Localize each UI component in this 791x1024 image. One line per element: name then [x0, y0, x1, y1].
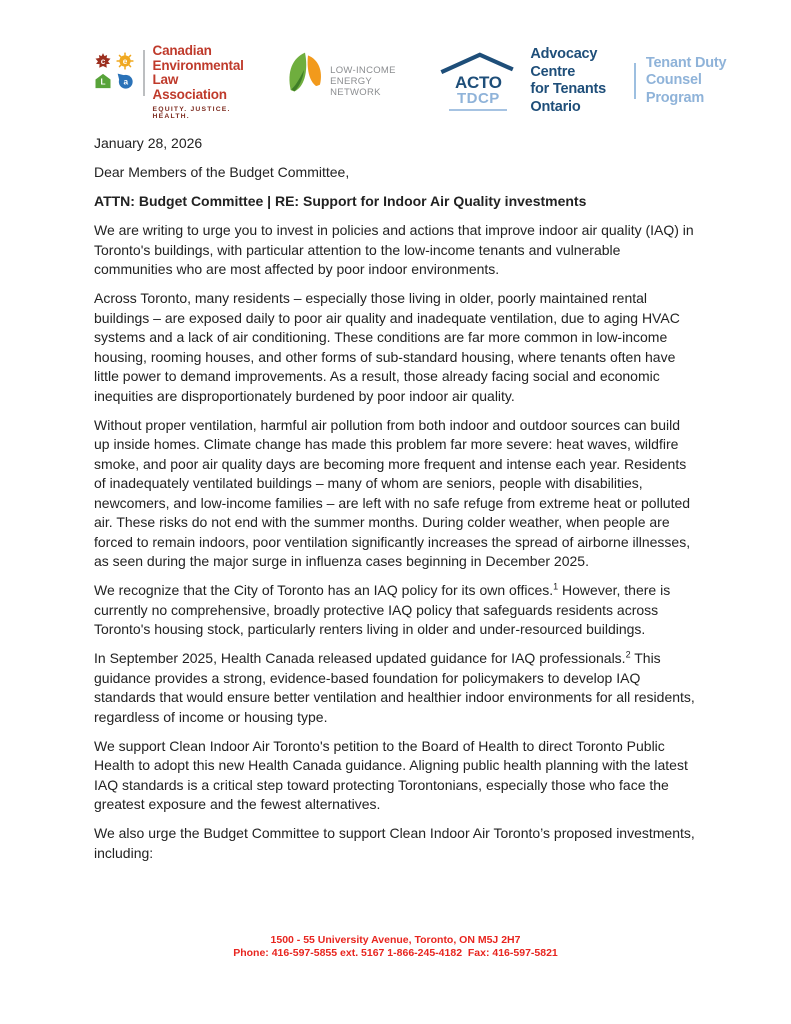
footnote-ref-1: 1	[553, 581, 559, 592]
tdcp-acronym: TDCP	[456, 89, 500, 107]
roof-icon	[436, 52, 520, 74]
acto-mark	[436, 52, 520, 111]
sun-icon	[116, 52, 134, 70]
cela-text	[153, 44, 245, 120]
house-icon	[94, 72, 112, 90]
cela-tile-grid	[94, 52, 134, 90]
footnote-ref-2: 2	[625, 649, 631, 660]
subject-line: ATTN: Budget Committee | RE: Support for Indoor Air Quality investments	[94, 193, 587, 209]
paragraph-6: We support Clean Indoor Air Toronto's petition to the Board of Health to direct Toronto Public Health to adopt this new Health Canada guidance. Aligning public health planning with the latest IAQ standards is a critical step toward protecting Torontonians, especially those who face the greatest exposure and the fewest alternatives.	[94, 737, 688, 812]
acto-program-line: Tenant Duty	[645, 54, 727, 71]
maple-leaf-icon	[94, 52, 112, 70]
logo-bar	[94, 44, 731, 120]
letter-footer	[0, 934, 791, 959]
paragraph-5: In September 2025, Health Canada released updated guidance for IAQ professionals.$^2$ This guidance provides a strong, evidence-based foundation for policymakers to develop IAQ standards that would ensure better ventilation and healthier indoor environments for all residents, regardless of income or housing type.	[94, 649, 695, 725]
acto-org-line: Advocacy Centre	[530, 46, 598, 80]
acto-acronym: ACTO	[455, 72, 502, 92]
water-drop-icon	[116, 72, 134, 90]
svg-text:a: a	[123, 77, 129, 87]
paragraph-7: We also urge the Budget Committee to support Clean Indoor Air Toronto’s proposed investments, including:	[94, 825, 695, 861]
cela-name-line: Canadian	[152, 43, 212, 58]
footer-phone-fax: Phone: 416-597-5855 ext. 5167 1-866-245-4182 Fax: 416-597-5821	[233, 946, 558, 959]
lien-name	[330, 65, 406, 98]
letter-body	[94, 134, 698, 873]
acto-program-line: Counsel Program	[645, 72, 705, 106]
svg-text:c: c	[100, 56, 106, 66]
acto-program-name	[646, 55, 731, 108]
cela-tagline: EQUITY. JUSTICE. HEALTH.	[152, 106, 231, 120]
svg-text:e: e	[122, 56, 128, 66]
lien-name-line: LOW-INCOME	[330, 65, 396, 76]
svg-text:L: L	[100, 77, 106, 87]
lien-logo	[286, 44, 406, 100]
acto-underline	[449, 109, 507, 111]
cela-logo	[94, 44, 244, 120]
salutation: Dear Members of the Budget Committee,	[94, 164, 350, 180]
acto-org-line: for Tenants Ontario	[530, 81, 607, 115]
lien-name-line: ENERGY NETWORK	[330, 76, 381, 98]
cela-name-line: Association	[152, 86, 227, 102]
cela-divider	[143, 50, 145, 96]
paragraph-2: Across Toronto, many residents – especially those living in older, poorly maintained rental buildings – are exposed daily to poor air quality and inadequate ventilation, due to aging HVAC systems and a lack of air conditioning. These conditions are far more common in low-income housing, rooming houses, and other forms of sub-standard housing, where tenants often have little power to demand improvements. As a result, those already facing social and economic inequities are disproportionately burdened by poor indoor air quality.	[94, 290, 680, 404]
leaf-pair-icon	[286, 44, 326, 100]
cela-name-line: Environmental Law	[152, 57, 244, 87]
paragraph-4: We recognize that the City of Toronto has an IAQ policy for its own offices.$^1$ However, there is currently no comprehensive, broadly protective IAQ policy that safeguards residents across Toronto's housing stock, particularly renters living in older and under-resourced buildings.	[94, 581, 671, 637]
paragraph-1: We are writing to urge you to invest in policies and actions that improve indoor air quality (IAQ) in Toronto's buildings, with particular attention to the low-income tenants and vulnerable communities who are most affected by poor indoor environments.	[94, 222, 694, 277]
footer-address: 1500 - 55 University Avenue, Toronto, ON M5J 2H7	[270, 934, 521, 946]
acto-org-name	[530, 46, 624, 116]
paragraph-3: Without proper ventilation, harmful air pollution from both indoor and outdoor sources can build up inside homes. Climate change has made this problem far more severe: heat waves, wildfire smoke, and poor air quality days are becoming more frequent and intense each year. Residents of inadequately ventilated buildings – many of whom are seniors, people with disabilities, newcomers, and low-income families – are left with no safe refuge from extreme heat or polluted air. These risks do not end with the summer months. During colder weather, when people are forced to remain indoors, poor ventilation significantly increases the spread of airborne illnesses, as seen during the major surge in influenza cases beginning in December 2025.	[94, 416, 691, 569]
acto-separator	[634, 63, 636, 99]
date-line: January 28, 2026	[94, 135, 203, 151]
acto-logo	[436, 46, 731, 116]
